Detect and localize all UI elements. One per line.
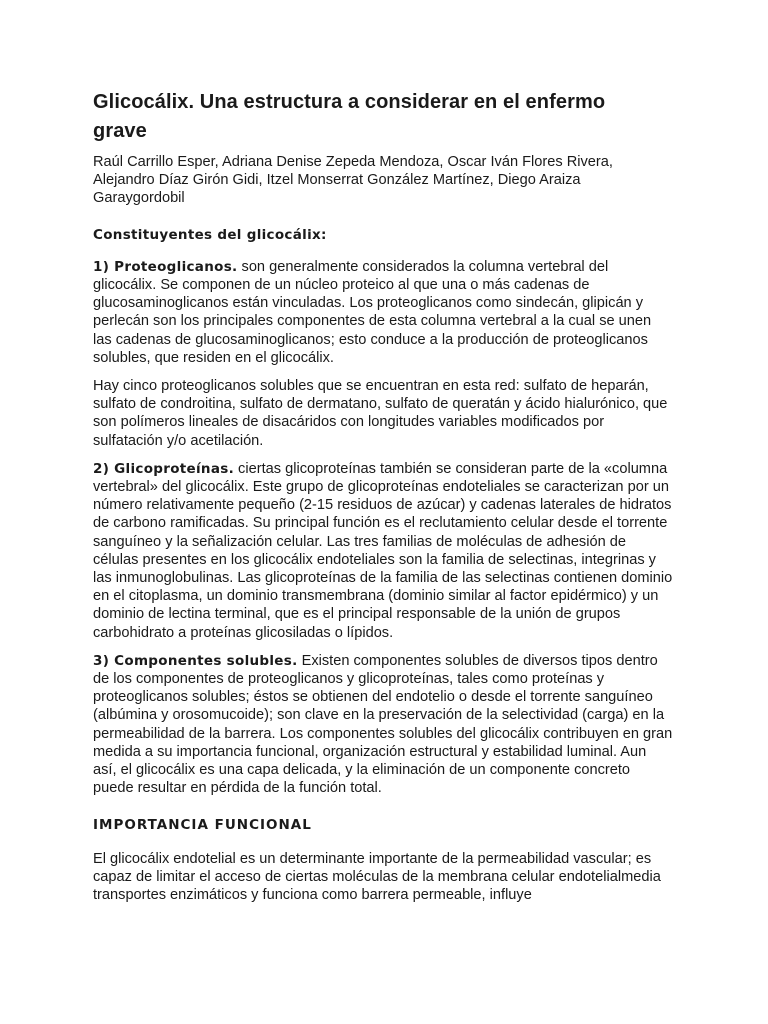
paragraph-proteoglicanos-solubles: Hay cinco proteoglicanos solubles que se encuentran en esta red: sulfato de heparán, sulfato de condroitina, sulfato de dermatano, sulfato de queratán y ácido hialurónico, que son polímeros lineales de disacáridos con longitudes variables modificados por sulfatación y/o acetilación. [93, 378, 668, 449]
paragraph-lead: 3) Componentes solubles. [93, 652, 298, 669]
section-heading-importancia: IMPORTANCIA FUNCIONAL [93, 816, 312, 833]
paragraph-lead: 1) Proteoglicanos. [93, 258, 238, 275]
paragraph-importancia: El glicocálix endotelial es un determinante importante de la permeabilidad vascular; es capaz de limitar el acceso de ciertas moléculas de la membrana celular endotelialmedia transportes enzimáticos y funciona como barrera permeable, influye [93, 850, 661, 904]
paragraph-lead: 2) Glicoproteínas. [93, 460, 234, 477]
document-page [93, 88, 673, 914]
section-heading-constituyentes: Constituyentes del glicocálix: [93, 226, 327, 243]
paragraph-glicoproteinas [93, 460, 673, 642]
paragraph-text: son generalmente considerados la columna vertebral del glicocálix. Se componen de un núcleo proteico al que una o más cadenas de glucosaminoglicanos están vinculadas. Los proteoglicanos como sindecán, glipicán y perlecán son los principales componentes de esta columna vertebral a la cual se unen las cadenas de glucosaminoglicanos; esto conduce a la producción de proteoglicanos solubles, que residen en el glicocálix. [93, 258, 652, 366]
document-title: Glicocálix. Una estructura a considerar en el enfermo grave [93, 91, 606, 142]
paragraph-text: ciertas glicoproteínas también se consideran parte de la «columna vertebral» del glicocálix. Este grupo de glicoproteínas endoteliales se caracterizan por un número relativamente pequeño (2-15 residuos de azúcar) y cadenas laterales de hidratos de carbono ramificadas. Su principal función es el reclutamiento celular desde el torrente sanguíneo y la señalización celular. Las tres familias de moléculas de adhesión de células presentes en los glicocálix endoteliales son la familia de selectinas, integrinas y las inmunoglobulinas. Las glicoproteínas de la familia de las selectinas contienen dominio en el citoplasma, un dominio transmembrana (dominio similar al factor epidérmico) y un dominio de lectina terminal, que es el principal responsable de la unión de grupos carbohidrato a proteínas glicosiladas o lípidos. [93, 460, 673, 641]
paragraph-componentes-solubles [93, 652, 673, 798]
paragraph-text: Existen componentes solubles de diversos tipos dentro de los componentes de proteoglicanos y glicoproteínas, tales como proteínas y proteoglicanos solubles; éstos se obtienen del endotelio o desde el torrente sanguíneo (albúmina y orosomucoide); son clave en la preservación de la selectividad (carga) en la permeabilidad de la barrera. Los componentes solubles del glicocálix contribuyen en gran medida a su importancia funcional, organización estructural y estabilidad luminal. Aun así, el glicocálix es una capa delicada, y la eliminación de un componente concreto puede resultar en pérdida de la función total. [93, 652, 673, 797]
paragraph-proteoglicanos [93, 258, 673, 367]
author-list: Raúl Carrillo Esper, Adriana Denise Zepeda Mendoza, Oscar Iván Flores Rivera, Alejandro Díaz Girón Gidi, Itzel Monserrat González Martínez, Diego Araiza Garaygordobil [93, 154, 613, 207]
